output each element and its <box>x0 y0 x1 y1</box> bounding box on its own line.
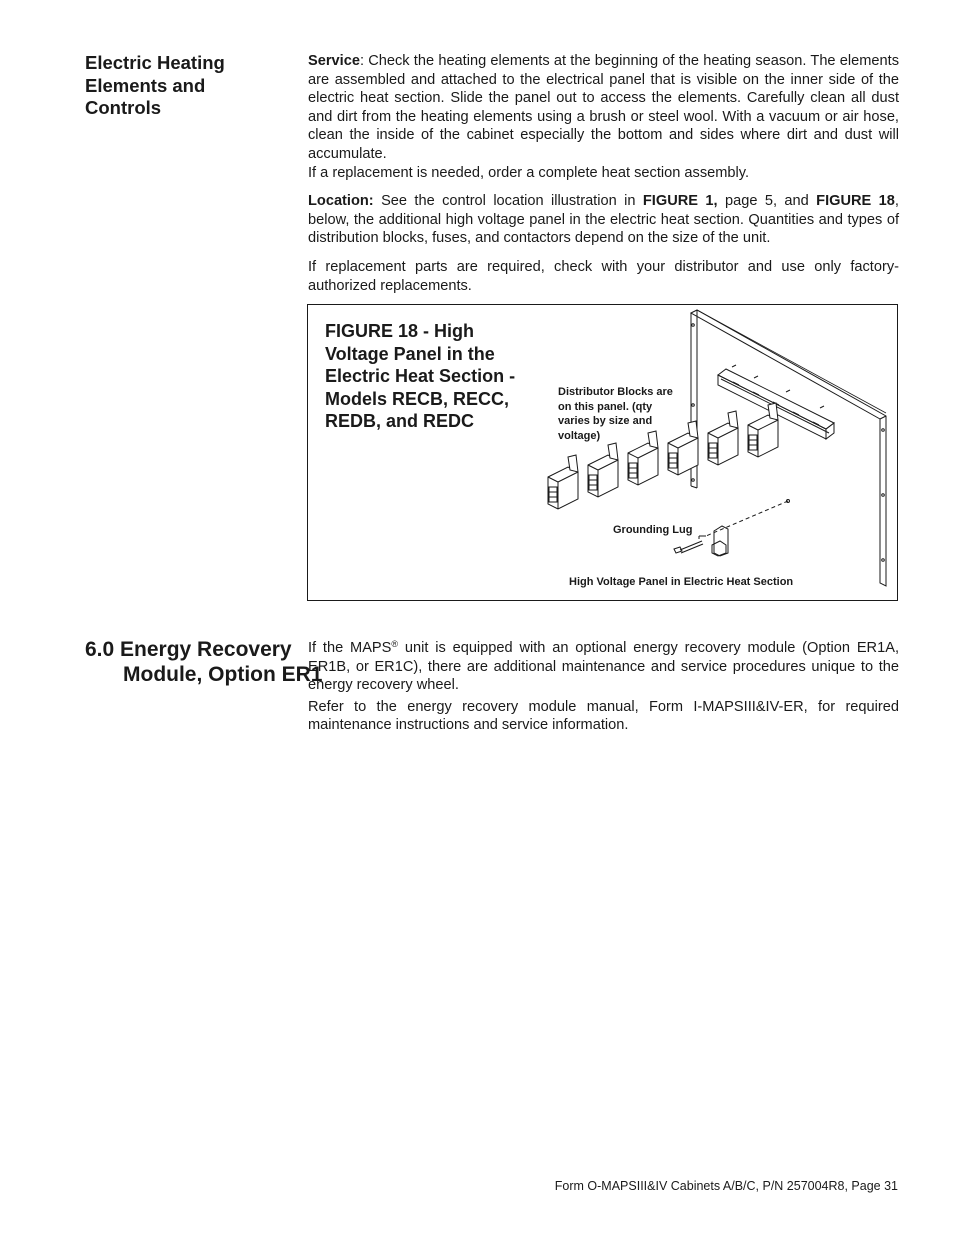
location-label: Location: <box>308 193 374 210</box>
registered-mark: ® <box>391 639 399 649</box>
parts-paragraph: If replacement parts are required, check with your distributor and use only factory-authorized replacements. <box>308 258 899 294</box>
section-heading-electric-heating: Electric Heating Elements and Controls <box>85 52 225 118</box>
electric-heating-body <box>308 52 899 295</box>
distributor-blocks-label: Distributor Blocks are on this panel. (qty varies by size and voltage) <box>558 386 673 442</box>
energy-recovery-paragraph-1: If the MAPS® unit is equipped with an optional energy recovery module (Option ER1A, ER1B, or ER1C), there are additional maintenance and service procedures unique to the energy recovery wheel. <box>308 639 899 694</box>
grounding-lug-label: Grounding Lug <box>613 524 693 536</box>
service-label: Service <box>308 53 360 69</box>
service-paragraph: Service: Check the heating elements at the beginning of the heating season. The elements are assembled and attached to the electrical panel that is visible on the inner side of the electric heat section. Slide the panel out to access the elements. Carefully clean all dust and dirt from the heating elements using a brush or steel wool. With a vacuum or air hose, clean the inside of the cabinet especially the bottom and sides where dirt and dust will accumulate. <box>308 53 899 162</box>
energy-recovery-body <box>308 639 899 735</box>
figure-18 <box>307 304 898 601</box>
location-paragraph: Location: See the control location illustration in FIGURE 1, page 5, and FIGURE 18, below, the additional high voltage panel in the electric heat section. Quantities and types of distribution blocks, fuses, and contactors depend on the size of the unit. <box>308 193 899 247</box>
section-heading-energy-recovery: 6.0 Energy Recovery Module, Option ER1 <box>85 638 323 686</box>
energy-recovery-paragraph-2: Refer to the energy recovery module manual, Form I-MAPSIII&IV-ER, for required maintenance instructions and service information. <box>308 698 899 734</box>
figure-title: FIGURE 18 - High Voltage Panel in the Electric Heat Section - Models RECB, RECC, REDB, and REDC <box>325 321 516 431</box>
figure-18-reference: FIGURE 18 <box>816 193 895 210</box>
panel-caption: High Voltage Panel in Electric Heat Section <box>569 576 794 588</box>
replacement-note: If a replacement is needed, order a complete heat section assembly. <box>308 164 750 181</box>
figure-1-reference: FIGURE 1, <box>642 193 718 210</box>
page-footer: Form O-MAPSIII&IV Cabinets A/B/C, P/N 257004R8, Page 31 <box>554 1179 898 1193</box>
